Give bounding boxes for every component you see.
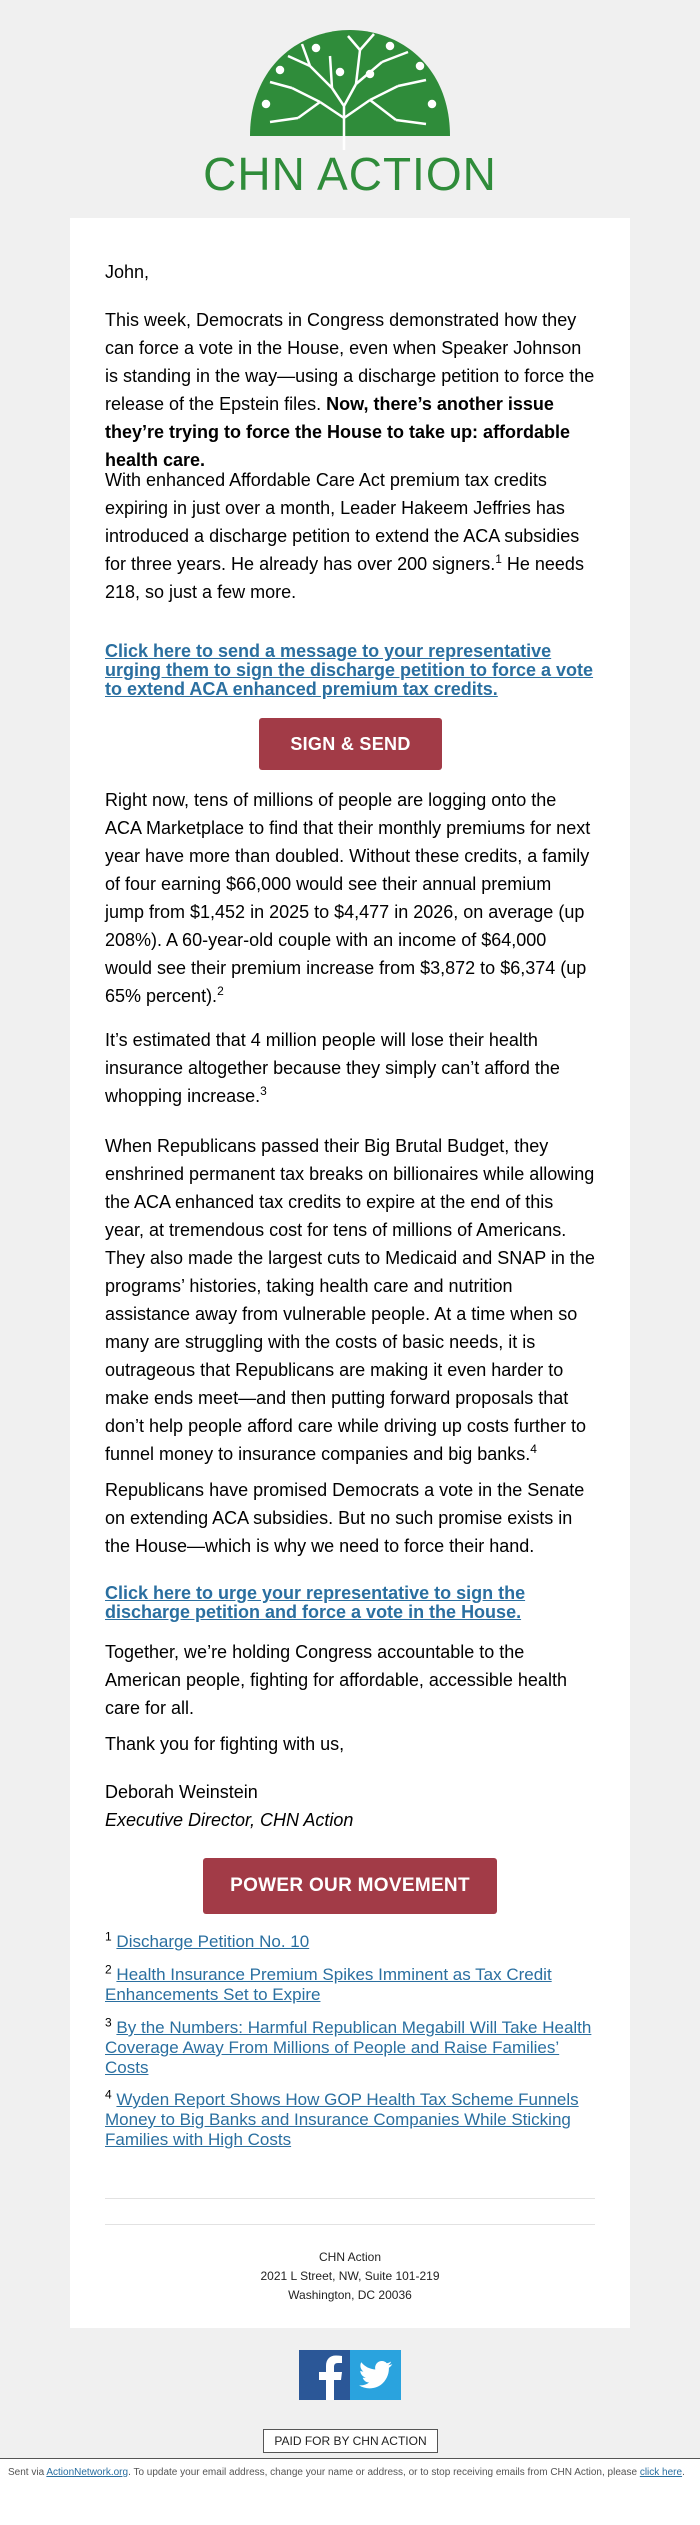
paragraph-2-text: With enhanced Affordable Care Act premium tax credits expiring in just over a month, Leader Hakeem Jeffries has introduced a discharge petition to extend the ACA subsidies for three years. He already has over 200 signers. <box>105 470 580 574</box>
footer-text: . To update your email address, change your name or address, or to stop receiving emails from CHN Action, please <box>128 2467 640 2478</box>
footnote-ref-2: 2 <box>217 984 224 998</box>
paragraph-4-text: It’s estimated that 4 million people will lose their health insurance altogether because they simply can’t afford the whopping increase. <box>105 1030 560 1106</box>
address-street: 2021 L Street, NW, Suite 101-219 <box>260 2269 440 2283</box>
paragraph-3-text: Right now, tens of millions of people are logging onto the ACA Marketplace to find that their monthly premiums for next year have more than doubled. Without these credits, a family of four earning $66,000 would see their annual premium jump from $1,452 in 2025 to $4,477 in 2026, on average (up 208%). A 60-year-old couple with an income of $64,000 would see their premium increase from $3,872 to $6,374 (up 65% percent). <box>105 790 591 1006</box>
footnote-number: 2 <box>105 1962 112 1977</box>
footer-end: . <box>682 2467 685 2478</box>
footnote-ref-4: 4 <box>530 1442 537 1456</box>
greeting: John, <box>105 262 150 282</box>
tree-logo-icon <box>240 26 460 150</box>
email-footer <box>0 2458 700 2525</box>
address-org: CHN Action <box>318 2250 382 2264</box>
paragraph-5 <box>105 1132 595 1468</box>
paragraph-4 <box>105 1026 595 1110</box>
twitter-glyph <box>359 2361 393 2389</box>
footnote-1 <box>105 1929 595 1952</box>
address-city: Washington, DC 20036 <box>288 2288 412 2302</box>
facebook-icon[interactable] <box>299 2350 350 2400</box>
footnote-link[interactable]: Discharge Petition No. 10 <box>116 1932 310 1951</box>
paragraph-1-text: This week, Democrats in Congress demonstrated how they can force a vote in the House, even when Speaker Johnson is standing in the way—using a discharge petition to force the release of the Epstein files. <box>105 310 595 414</box>
footer-sent-via: Sent via <box>8 2467 47 2478</box>
facebook-glyph <box>310 2354 350 2400</box>
paragraph-6: Republicans have promised Democrats a vote in the Senate on extending ACA subsidies. But no such promise exists in the House—which is why we need to force their hand. <box>105 1480 585 1556</box>
paragraph-3 <box>105 786 595 1010</box>
signer-title: Executive Director, CHN Action <box>105 1810 354 1830</box>
footnote-link[interactable]: Wyden Report Shows How GOP Health Tax Scheme Funnels Money to Big Banks and Insurance Companies While Sticking Families with High Costs <box>105 2090 579 2149</box>
divider <box>105 2224 595 2225</box>
email-header <box>0 0 700 218</box>
paragraph-2 <box>105 466 595 606</box>
action-network-link[interactable]: ActionNetwork.org <box>46 2467 129 2478</box>
footnote-2 <box>105 1962 595 2005</box>
unsubscribe-link[interactable]: click here <box>639 2467 683 2478</box>
paragraph-1 <box>105 306 595 474</box>
divider <box>105 2198 595 2199</box>
footnote-ref-1: 1 <box>495 552 502 566</box>
footnote-3 <box>105 2015 595 2078</box>
paragraph-7: Together, we’re holding Congress accountable to the American people, fighting for affordable, accessible health care for all. <box>105 1642 567 1718</box>
footnote-ref-3: 3 <box>260 1084 267 1098</box>
sign-and-send-button[interactable]: SIGN & SEND <box>259 718 442 770</box>
footnote-number: 3 <box>105 2015 112 2030</box>
paid-for-disclaimer: PAID FOR BY CHN ACTION <box>263 2429 438 2453</box>
power-our-movement-button[interactable]: POWER OUR MOVEMENT <box>203 1858 497 1914</box>
footnote-link[interactable]: Health Insurance Premium Spikes Imminent as Tax Credit Enhancements Set to Expire <box>105 1965 552 2004</box>
footnote-link[interactable]: By the Numbers: Harmful Republican Megabill Will Take Health Coverage Away From Millions of People and Raise Families’ Costs <box>105 2018 592 2077</box>
paragraph-1-bold: Now, there’s another issue they’re trying to force the House to take up: affordable health care. <box>105 394 571 470</box>
paragraph-5-text: When Republicans passed their Big Brutal Budget, they enshrined permanent tax breaks on billionaires while allowing the ACA enhanced tax credits to expire at the end of this year, at tremendous cost for tens of millions of Americans. They also made the largest cuts to Medicaid and SNAP in the programs’ histories, taking health care and nutrition assistance away from vulnerable people. At a time when so many are struggling with the costs of basic needs, it is outrageous that Republicans are making it even harder to make ends meet—and then putting forward proposals that don’t help people afford care while driving up costs further to funnel money to insurance companies and big banks. <box>105 1136 595 1464</box>
social-links <box>299 2350 401 2400</box>
logo-wordmark: CHN ACTION <box>203 148 497 200</box>
urge-representative-link[interactable]: Click here to urge your representative to sign the discharge petition and force a vote in the House. <box>105 1583 526 1622</box>
closing-line: Thank you for fighting with us, <box>105 1734 345 1754</box>
footnote-4 <box>105 2087 595 2150</box>
signer-name: Deborah Weinstein <box>105 1782 258 1802</box>
email-body-card <box>70 218 630 2328</box>
sign-petition-link[interactable]: Click here to send a message to your representative urging them to sign the discharge petition to force a vote to extend ACA enhanced premium tax credits. <box>105 641 594 699</box>
footnote-number: 4 <box>105 2087 112 2102</box>
footnote-number: 1 <box>105 1929 112 1944</box>
twitter-icon[interactable] <box>350 2350 401 2400</box>
paragraph-2-text-end: He needs 218, so just a few more. <box>105 554 584 602</box>
